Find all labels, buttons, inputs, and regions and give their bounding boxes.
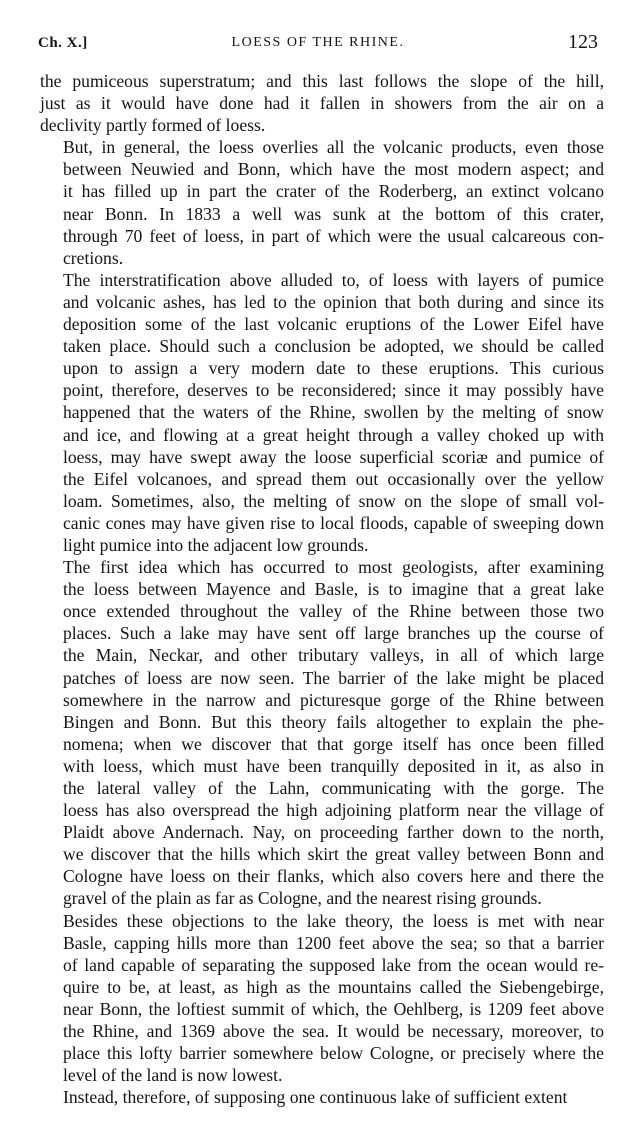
- text-line: the loess between Mayence and Basle, is to imagine that a great lake: [63, 579, 604, 600]
- text-line: the Rhine, and 1369 above the sea. It would be necessary, moreover, to: [63, 1021, 604, 1042]
- paragraph: [40, 1086, 604, 1108]
- text-line: near Bonn. In 1833 a well was sunk at the bottom of this crater,: [63, 203, 604, 224]
- text-line: loam. Sometimes, also, the melting of snow on the slope of small vol-: [63, 490, 604, 511]
- paragraph: [40, 70, 604, 136]
- paragraph: [40, 269, 604, 556]
- text-line: nomena; when we discover that that gorge itself has once been filled: [63, 733, 604, 754]
- text-line: with loess, which must have been tranquilly deposited in it, as also in: [63, 755, 604, 776]
- text-line: quire to be, at least, as high as the mountains called the Siebengebirge,: [63, 976, 604, 997]
- running-title: LOESS OF THE RHINE.: [231, 35, 405, 50]
- chapter-marker: Ch. X.]: [38, 35, 88, 51]
- text-line: gravel of the plain as far as Cologne, and the nearest rising grounds.: [63, 888, 542, 909]
- text-line: once extended throughout the valley of the Rhine between those two: [63, 601, 604, 622]
- text-line: it has filled up in part the crater of the Roderberg, an extinct volcano: [63, 181, 604, 202]
- text-line: Bingen and Bonn. But this theory fails altogether to explain the phe-: [63, 711, 604, 732]
- text-line: light pumice into the adjacent low grounds.: [63, 534, 369, 555]
- text-line: somewhere in the narrow and picturesque gorge of the Rhine between: [63, 689, 604, 710]
- page-number: 123: [568, 31, 598, 53]
- text-line: taken place. Should such a conclusion be adopted, we should be called: [63, 336, 604, 357]
- text-line: the Main, Neckar, and other tributary valleys, in all of which large: [63, 645, 604, 666]
- text-line: The first idea which has occurred to most geologists, after examining: [63, 557, 604, 578]
- text-line: declivity partly formed of loess.: [40, 115, 266, 136]
- text-line: Plaidt above Andernach. Nay, on proceeding farther down to the north,: [63, 822, 604, 843]
- text-line: Cologne have loess on their flanks, which also covers here and there the: [63, 866, 604, 887]
- text-line: deposition some of the last volcanic eruptions of the Lower Eifel have: [63, 314, 604, 335]
- text-line: the lateral valley of the Lahn, communicating with the gorge. The: [63, 778, 604, 798]
- text-line: cretions.: [63, 247, 124, 268]
- text-line: But, in general, the loess overlies all the volcanic products, even those: [63, 137, 604, 158]
- text-line: patches of loess are now seen. The barrier of the lake might be placed: [63, 667, 604, 688]
- paragraph: [40, 556, 604, 910]
- text-line: just as it would have done had it fallen in showers from the air on a: [40, 93, 604, 114]
- paragraph: [40, 910, 604, 1087]
- text-line: the pumiceous superstratum; and this last follows the slope of the hill,: [40, 71, 604, 91]
- text-line: Basle, capping hills more than 1200 feet above the sea; so that a barrier: [63, 932, 604, 953]
- text-line: the Eifel volcanoes, and spread them out occasionally over the yellow: [63, 468, 604, 489]
- text-line: places. Such a lake may have sent off large branches up the course of: [63, 623, 604, 644]
- text-line: point, therefore, deserves to be reconsidered; since it may possibly have: [63, 380, 604, 401]
- body-text: [40, 70, 604, 1108]
- text-line: between Neuwied and Bonn, which have the most modern aspect; and: [63, 159, 604, 180]
- text-line: canic cones may have given rise to local floods, capable of sweeping down: [63, 512, 604, 533]
- text-line: place this lofty barrier somewhere below Cologne, or precisely where the: [63, 1043, 604, 1064]
- paragraph: [40, 136, 604, 269]
- text-line: upon to assign a very modern date to these eruptions. This curious: [63, 358, 604, 379]
- text-line: Instead, therefore, of supposing one continuous lake of sufficient extent: [63, 1087, 568, 1108]
- text-line: through 70 feet of loess, in part of which were the usual calcareous con-: [63, 225, 604, 246]
- text-line: happened that the waters of the Rhine, swollen by the melting of snow: [63, 402, 604, 423]
- text-line: loess, may have swept away the loose superficial scoriæ and pumice of: [63, 446, 604, 467]
- text-line: we discover that the hills which skirt the great valley between Bonn and: [63, 844, 604, 865]
- running-header: [38, 33, 598, 57]
- text-line: and volcanic ashes, has led to the opinion that both during and since its: [63, 291, 604, 312]
- text-line: of land capable of separating the supposed lake from the ocean would re-: [63, 954, 604, 975]
- text-line: Besides these objections to the lake theory, the loess is met with near: [63, 910, 604, 931]
- text-line: and ice, and flowing at a great height through a valley choked up with: [63, 424, 604, 445]
- text-line: The interstratification above alluded to, of loess with layers of pumice: [63, 269, 604, 290]
- text-line: near Bonn, the loftiest summit of which, the Oehlberg, is 1209 feet above: [63, 998, 604, 1019]
- text-line: level of the land is now lowest.: [63, 1065, 283, 1086]
- text-line: loess has also overspread the high adjoining platform near the village of: [63, 800, 604, 821]
